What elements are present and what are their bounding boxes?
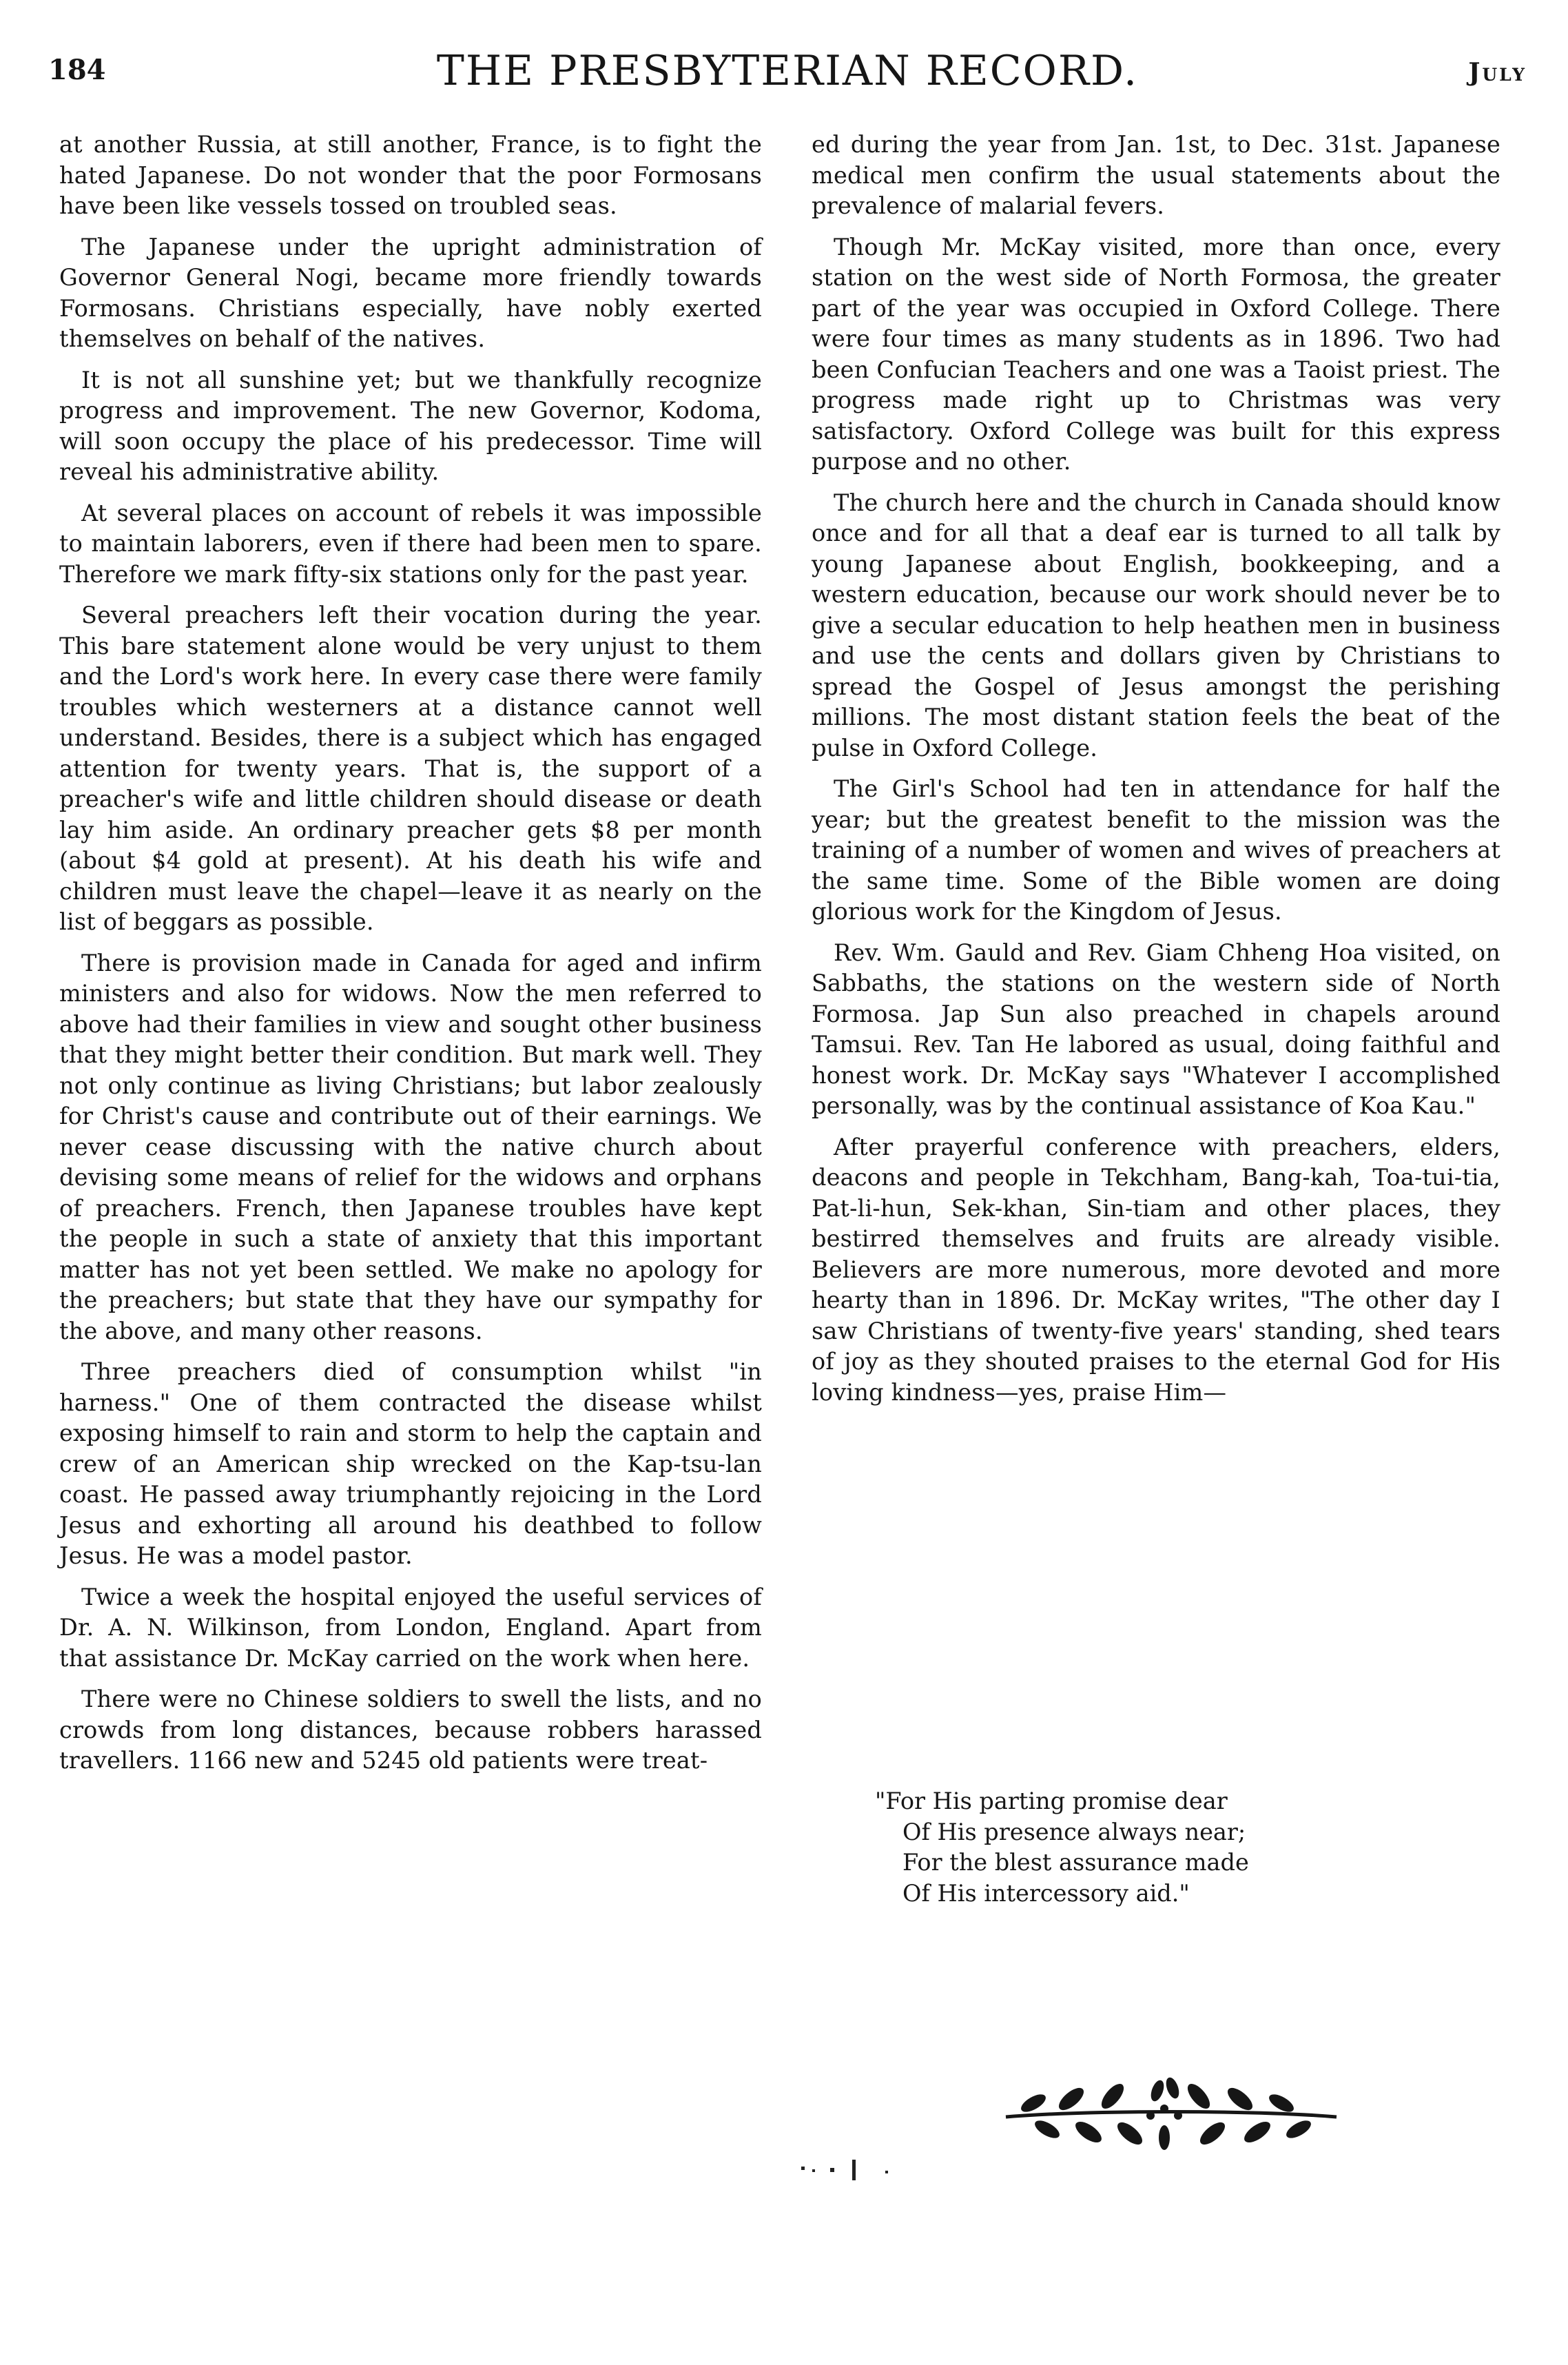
page-number: 184 — [48, 54, 106, 86]
hymn-quotation — [875, 1786, 1426, 1909]
paragraph: ed during the year from Jan. 1st, to Dec. 31st. Japanese medical men confirm the usual statements about the prevalence of malarial fevers. — [812, 131, 1500, 219]
paragraph: Rev. Wm. Gauld and Rev. Giam Chheng Hoa visited, on Sabbaths, the stations on the western side of North Formosa. Jap Sun also preached in chapels around Tamsui. Rev. Tan He labored as usual, doing faithful and honest work. Dr. McKay says "Whatever I accomplished personally, was by the continual assistance of Koa Kau." — [812, 939, 1500, 1119]
printer-specks — [796, 2157, 947, 2184]
left-column — [59, 130, 762, 1787]
paragraph: After prayerful conference with preachers, elders, deacons and people in Tekchham, Bang-kah, Toa-tui-tia, Pat-li-hun, Sek-khan, Sin-tiam and other places, they bestirred themselves and fruits are already visible. Believers are more numerous, more devoted and more hearty than in 1896. Dr. McKay writes, "The other day I saw Christians of twenty-five years' standing, shed tears of joy as they shouted praises to the eternal God for His loving kindness—yes, praise Him— — [812, 1133, 1500, 1406]
paragraph: Twice a week the hospital enjoyed the useful services of Dr. A. N. Wilkinson, from London, England. Apart from that assistance Dr. McKay carried on the work when here. — [59, 1583, 762, 1672]
paragraph: The Japanese under the upright administration of Governor General Nogi, became more friendly towards Formosans. Christians especially, have nobly exerted themselves on behalf of the natives. — [59, 233, 762, 352]
poem-line: For the blest assurance made — [902, 1849, 1249, 1876]
right-column — [812, 130, 1500, 1418]
poem-line: Of His presence always near; — [902, 1818, 1246, 1845]
issue-month: July — [1468, 58, 1527, 87]
journal-title: THE PRESBYTERIAN RECORD. — [436, 47, 1139, 95]
paragraph: at another Russia, at still another, France, is to fight the hated Japanese. Do not wonder that the poor Formosans have been like vessels tossed on troubled seas. — [59, 131, 762, 219]
paragraph: There is provision made in Canada for aged and infirm ministers and also for widows. Now the men referred to above had their families in view and sought other business that they might better their condition. But mark well. They not only continue as living Christians; but labor zealously for Christ's cause and contribute out of their earnings. We never cease discussing with the native church about devising some means of relief for the widows and orphans of preachers. French, then Japanese troubles have kept the people in such a state of anxiety that this important matter has not yet been settled. We make no apology for the preachers; but state that they have our sympathy for the above, and many other reasons. — [59, 949, 762, 1344]
paragraph: There were no Chinese soldiers to swell the lists, and no crowds from long distances, because robbers harassed travellers. 1166 new and 5245 old patients were treat- — [59, 1686, 762, 1774]
paragraph: Though Mr. McKay visited, more than once, every station on the west side of North Formosa, the greater part of the year was occupied in Oxford College. There were four times as many students as in 1896. Two had been Confucian Teachers and one was a Taoist priest. The progress made right up to Christmas was very satisfactory. Oxford College was built for this express purpose and no other. — [812, 233, 1500, 475]
paragraph: The church here and the church in Canada should know once and for all that a deaf ear is turned to all talk by young Japanese about English, bookkeeping, and a western education, because our work should never be to give a secular education to help heathen men in business and use the cents and dollars given by Christians to spread the Gospel of Jesus amongst the perishing millions. The most distant station feels the beat of the pulse in Oxford College. — [812, 489, 1500, 761]
floral-vignette-icon — [992, 2074, 1350, 2157]
paragraph: At several places on account of rebels it was impossible to maintain laborers, even if there had been men to spare. Therefore we mark fifty-six stations only for the past year. — [59, 499, 762, 588]
poem-line: "For His parting promise dear — [875, 1788, 1228, 1814]
paragraph: The Girl's School had ten in attendance for half the year; but the greatest benefit to the mission was the training of a number of women and wives of preachers at the same time. Some of the Bible women are doing glorious work for the Kingdom of Jesus. — [812, 775, 1500, 925]
poem-line: Of His intercessory aid." — [902, 1879, 1190, 1907]
paragraph: Three preachers died of consumption whilst "in harness." One of them contracted the disease whilst exposing himself to rain and storm to help the captain and crew of an American ship wrecked on the Kap-tsu-lan coast. He passed away triumphantly rejoicing in the Lord Jesus and exhorting all around his deathbed to follow Jesus. He was a model pastor. — [59, 1358, 762, 1569]
page-header — [48, 47, 1527, 109]
paragraph: Several preachers left their vocation during the year. This bare statement alone would be very unjust to them and the Lord's work here. In every case there were family troubles which westerners at a distance cannot well understand. Besides, there is a subject which has engaged attention for twenty years. That is, the support of a preacher's wife and little children should disease or death lay him aside. An ordinary preacher gets $8 per month (about $4 gold at present). At his death his wife and children must leave the chapel—leave it as nearly on the list of beggars as possible. — [59, 602, 762, 935]
paragraph: It is not all sunshine yet; but we thankfully recognize progress and improvement. The new Governor, Kodoma, will soon occupy the place of his predecessor. Time will reveal his administrative ability. — [59, 366, 762, 485]
